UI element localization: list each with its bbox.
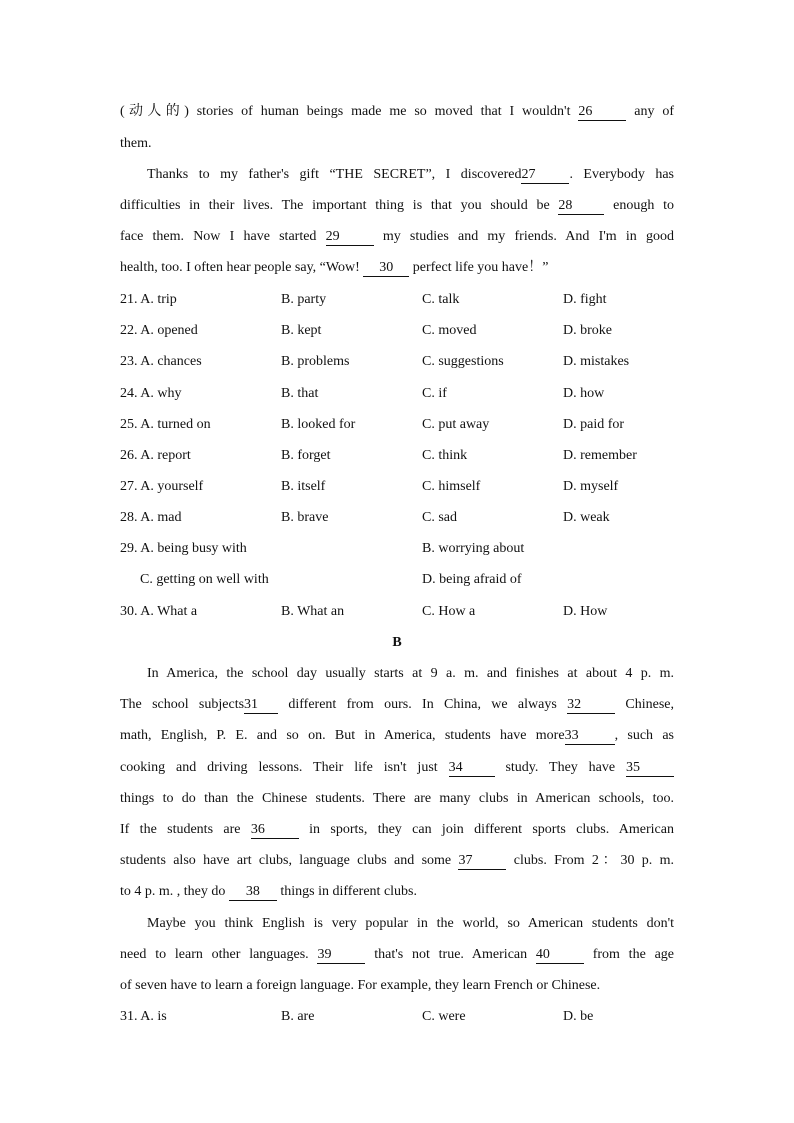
option-d[interactable]: D. myself xyxy=(563,479,619,494)
option-c[interactable]: C. himself xyxy=(422,479,481,494)
option-b[interactable]: B. problems xyxy=(281,354,350,369)
text: my studies and my friends. And I'm in good xyxy=(373,229,674,244)
blank-31: 31 xyxy=(244,697,278,714)
passage-line xyxy=(147,165,674,185)
blank-35: 35 xyxy=(626,760,674,777)
option-b[interactable]: B. that xyxy=(281,386,319,401)
option-label: A. is xyxy=(140,1009,167,1024)
question-number: 28. xyxy=(120,510,138,525)
option-c[interactable]: C. if xyxy=(422,386,447,401)
question-31-option-c[interactable]: C. were xyxy=(422,1009,466,1024)
passage-line: them. xyxy=(120,136,152,151)
text: that's not true. American xyxy=(365,947,536,962)
blank-36: 36 xyxy=(251,822,299,839)
option-c[interactable]: C. suggestions xyxy=(422,354,504,369)
text: need to learn other languages. xyxy=(120,947,318,962)
text: (动人的) stories of human beings made me so moved that I wouldn't xyxy=(120,104,579,119)
blank-40: 40 xyxy=(536,947,584,964)
passage-line xyxy=(120,820,674,840)
blank-34: 34 xyxy=(449,760,495,777)
passage-line: In America, the school day usually starts at 9 a. m. and finishes at about 4 p. m. xyxy=(147,666,674,681)
option-d[interactable]: D. broke xyxy=(563,323,612,338)
question-row xyxy=(120,384,680,404)
option-c[interactable]: C. moved xyxy=(422,323,477,338)
text: from the age xyxy=(583,947,674,962)
option-label: A. turned on xyxy=(140,417,211,432)
option-label: A. What a xyxy=(140,604,198,619)
text: Thanks to my father's gift “THE SECRET”, I discovered xyxy=(147,167,522,182)
option-a[interactable] xyxy=(120,508,181,528)
passage-line xyxy=(120,758,674,778)
text: in sports, they can join different sports clubs. American xyxy=(298,822,674,837)
text: enough to xyxy=(604,198,674,213)
question-29 xyxy=(120,539,680,559)
question-number: 26. xyxy=(120,448,138,463)
question-30-option-a[interactable] xyxy=(120,602,197,622)
passage-line xyxy=(120,851,674,871)
question-row xyxy=(120,290,680,310)
option-a[interactable] xyxy=(120,477,203,497)
option-label: A. trip xyxy=(140,292,177,307)
option-b[interactable]: B. itself xyxy=(281,479,326,494)
option-a[interactable] xyxy=(120,415,211,435)
blank-38: 38 xyxy=(229,884,277,901)
blank-28: 28 xyxy=(558,198,604,215)
text: . Everybody has xyxy=(569,167,675,182)
text: difficulties in their lives. The important thing is that you should be xyxy=(120,198,559,213)
text: things in different clubs. xyxy=(276,884,417,899)
text: health, too. I often hear people say, “Wow! xyxy=(120,260,364,275)
blank-29: 29 xyxy=(326,229,374,246)
text: cooking and driving lessons. Their life isn't just xyxy=(120,760,449,775)
text: perfect life you have！” xyxy=(409,260,549,275)
option-d[interactable]: D. how xyxy=(563,386,605,401)
blank-39: 39 xyxy=(317,947,365,964)
text: , such as xyxy=(614,728,675,743)
blank-32: 32 xyxy=(567,697,615,714)
option-b[interactable]: B. brave xyxy=(281,510,329,525)
option-b[interactable]: B. party xyxy=(281,292,327,307)
question-number: 27. xyxy=(120,479,138,494)
question-number: 22. xyxy=(120,323,138,338)
question-number: 31. xyxy=(120,1009,138,1024)
question-number: 21. xyxy=(120,292,138,307)
option-a[interactable] xyxy=(120,384,181,404)
option-label: A. chances xyxy=(140,354,202,369)
option-c[interactable]: C. sad xyxy=(422,510,457,525)
text: students also have art clubs, language clubs and some xyxy=(120,853,459,868)
option-label: A. yourself xyxy=(140,479,204,494)
question-31-option-d[interactable]: D. be xyxy=(563,1009,594,1024)
question-31-option-a[interactable] xyxy=(120,1007,167,1027)
option-a[interactable] xyxy=(120,352,202,372)
passage-line xyxy=(120,945,674,965)
section-b-heading: B xyxy=(392,635,402,650)
question-31-option-b[interactable]: B. are xyxy=(281,1009,315,1024)
question-row xyxy=(120,352,680,372)
question-30 xyxy=(120,602,680,622)
question-number: 23. xyxy=(120,354,138,369)
question-29-option-c[interactable]: C. getting on well with xyxy=(140,572,269,587)
text: study. They have xyxy=(494,760,627,775)
option-d[interactable]: D. weak xyxy=(563,510,610,525)
passage-line xyxy=(120,726,674,746)
question-30-option-b[interactable]: B. What an xyxy=(281,604,345,619)
question-29-option-d[interactable]: D. being afraid of xyxy=(422,572,522,587)
question-number: 25. xyxy=(120,417,138,432)
question-30-option-d[interactable]: D. How xyxy=(563,604,608,619)
passage-line xyxy=(120,227,674,247)
question-29-option-b[interactable]: B. worrying about xyxy=(422,541,525,556)
text: The school subjects xyxy=(120,697,245,712)
text: to 4 p. m. , they do xyxy=(120,884,229,899)
text: different from ours. In China, we always xyxy=(278,697,568,712)
text: Chinese, xyxy=(615,697,675,712)
passage-line: Maybe you think English is very popular in the world, so American students don't xyxy=(147,916,674,931)
option-b[interactable]: B. looked for xyxy=(281,417,356,432)
passage-line xyxy=(120,196,674,216)
text: face them. Now I have started xyxy=(120,229,326,244)
option-c[interactable]: C. think xyxy=(422,448,468,463)
option-d[interactable]: D. fight xyxy=(563,292,607,307)
question-31 xyxy=(120,1007,680,1027)
option-d[interactable]: D. remember xyxy=(563,448,637,463)
question-row xyxy=(120,415,680,435)
option-label: A. being busy with xyxy=(140,541,247,556)
question-29-option-a[interactable] xyxy=(120,539,247,559)
option-d[interactable]: D. mistakes xyxy=(563,354,630,369)
text: clubs. From 2：30 p. m. xyxy=(506,853,674,868)
option-d[interactable]: D. paid for xyxy=(563,417,625,432)
passage-line xyxy=(120,102,674,122)
option-label: A. why xyxy=(140,386,182,401)
option-b[interactable]: B. kept xyxy=(281,323,322,338)
question-number: 30. xyxy=(120,604,138,619)
question-number: 24. xyxy=(120,386,138,401)
option-label: A. opened xyxy=(140,323,198,338)
passage-line: things to do than the Chinese students. There are many clubs in American schools, too. xyxy=(120,791,674,806)
passage-line xyxy=(120,258,674,278)
blank-30: 30 xyxy=(363,260,409,277)
option-a[interactable] xyxy=(120,321,198,341)
question-number: 29. xyxy=(120,541,138,556)
option-label: A. mad xyxy=(140,510,182,525)
question-30-option-c[interactable]: C. How a xyxy=(422,604,476,619)
passage-line xyxy=(120,882,674,902)
option-a[interactable] xyxy=(120,446,191,466)
blank-33: 33 xyxy=(565,728,615,745)
text: math, English, P. E. and so on. But in America, students have more xyxy=(120,728,565,743)
blank-26: 26 xyxy=(578,104,626,121)
question-row xyxy=(120,508,680,528)
text: If the students are xyxy=(120,822,251,837)
option-label: A. report xyxy=(140,448,191,463)
blank-37: 37 xyxy=(458,853,506,870)
option-b[interactable]: B. forget xyxy=(281,448,331,463)
passage-line xyxy=(120,695,674,715)
question-row xyxy=(120,477,680,497)
blank-27: 27 xyxy=(521,167,569,184)
option-a[interactable] xyxy=(120,290,177,310)
text: any of xyxy=(626,104,674,119)
passage-line: of seven have to learn a foreign language. For example, they learn French or Chinese. xyxy=(120,978,601,993)
option-c[interactable]: C. talk xyxy=(422,292,460,307)
option-c[interactable]: C. put away xyxy=(422,417,490,432)
question-row xyxy=(120,321,680,341)
question-29-cont xyxy=(120,570,680,590)
question-row xyxy=(120,446,680,466)
